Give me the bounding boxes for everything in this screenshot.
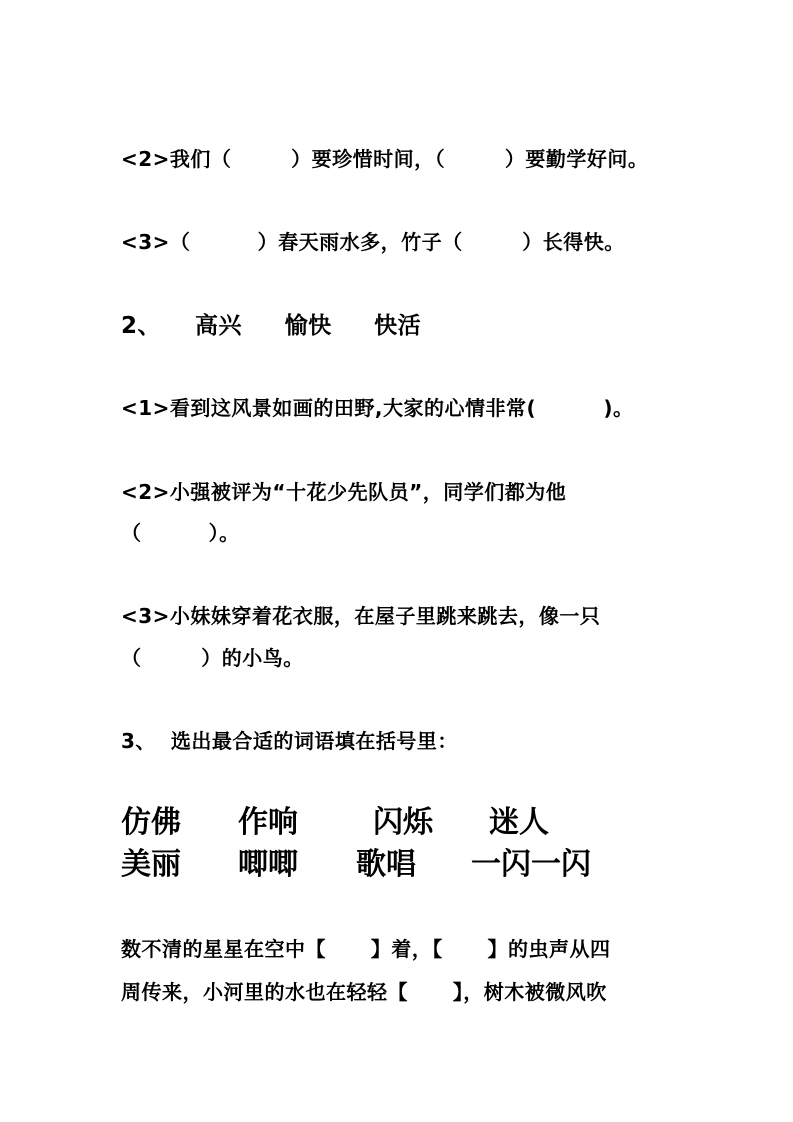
- question-3-3-line1: <3>小妹妹穿着花衣服，在屋子里跳来跳去，像一只: [121, 604, 601, 628]
- word-bank-item: 作响: [238, 805, 298, 840]
- question-3-1: <1>看到这风景如画的田野,大家的心情非常( )。: [121, 396, 634, 420]
- question-3-2-line1: <2>小强被评为“十花少先队员”，同学们都为他: [121, 480, 567, 504]
- word-bank-item: 美丽: [121, 847, 181, 882]
- question-2-2: <2>我们（ ）要珍惜时间，（ ）要勤学好问。: [121, 147, 649, 171]
- word-bank-item: 一闪一闪: [471, 847, 591, 882]
- section-3-instruction: 3、 选出最合适的词语填在括号里：: [121, 729, 458, 753]
- passage-line-2: 周传来，小河里的水也在轻轻【 】，树木被微风吹: [121, 980, 607, 1004]
- question-3-2-line2: （ ）。: [121, 521, 240, 545]
- word-bank-item: 闪烁: [373, 805, 433, 840]
- question-2-3: <3>（ ）春天雨水多，竹子（ ）长得快。: [121, 230, 625, 254]
- word-bank-item: 迷人: [489, 805, 549, 840]
- passage-line-1: 数不清的星星在空中【 】着，【 】的虫声从四: [121, 937, 611, 961]
- section-2-word-choices: 2、 高兴 愉快 快活: [121, 313, 422, 339]
- word-bank-item: 唧唧: [238, 847, 298, 882]
- question-3-3-line2: （ ）的小鸟。: [121, 646, 304, 670]
- word-bank-item: 仿佛: [121, 805, 181, 840]
- word-bank-item: 歌唱: [356, 847, 416, 882]
